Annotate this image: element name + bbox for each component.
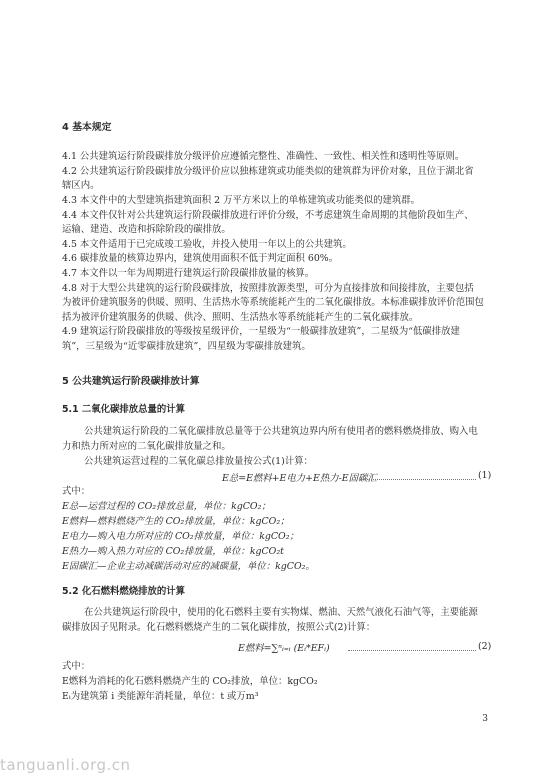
- clause-4-2-cont: 辖区内。: [62, 180, 100, 191]
- where-label-2: 式中：: [62, 661, 91, 672]
- para-5-2-line1: 在公共建筑运行阶段中，使用的化石燃料主要有实物煤、燃油、天然气液化石油气等，主要能源: [84, 607, 478, 618]
- clause-4-8-cont2: 括为被评价建筑服务的供暖、供冷、照明、生活热水等系统能耗产生的二氧化碳排放。: [62, 312, 419, 323]
- def-e-i: Eᵢ为建筑第 i 类能源年消耗量，单位：t 或万m³: [62, 691, 259, 702]
- watermark: tanguanli.org.cn: [0, 756, 131, 774]
- section-5-title: 5 公共建筑运行阶段碳排放计算: [62, 376, 200, 387]
- clause-4-9: 4.9 建筑运行阶段碳排放的等级按星级评价，一星级为“一般碳排放建筑”，二星级为“低碳排放建: [62, 326, 460, 337]
- clause-4-4: 4.4 本文件仅针对公共建筑运行阶段碳排放进行评价分级，不考虑建筑生命周期的其他阶段如生产、: [62, 210, 474, 221]
- subsection-5-1-title: 5.1 二氧化碳排放总量的计算: [62, 404, 185, 415]
- clause-4-8: 4.8 对于大型公共建筑的运行阶段碳排放，按照排放源类型，可分为直接排放和间接排放，主要包括: [62, 283, 474, 294]
- formula-1-number: (1): [478, 470, 492, 481]
- formula-2-leader: [348, 650, 476, 651]
- def-e-fuel: E燃料—燃料燃烧产生的 CO₂排放量，单位：kgCO₂；: [62, 516, 290, 527]
- def-e-fuel-2: E燃料为消耗的化石燃料燃烧产生的 CO₂排放，单位：kgCO₂: [62, 676, 318, 687]
- formula-2: E燃料=∑ⁿᵢ₌ᵢ (Eᵢ*EFᵢ): [238, 643, 330, 654]
- clause-4-6: 4.6 碳排放量的核算边界内，建筑使用面积不低于判定面积 60%。: [62, 253, 339, 264]
- formula-2-number: (2): [478, 641, 492, 652]
- clause-4-1: 4.1 公共建筑运行阶段碳排放分级评价应遵循完整性、准确性、一致性、相关性和透明性等原则。: [62, 151, 465, 162]
- clause-4-9-cont: 筑”，三星级为“近零碳排放建筑”，四星级为零碳排放建筑。: [62, 341, 311, 352]
- clause-4-5: 4.5 本文件适用于已完成竣工验收，并投入使用一年以上的公共建筑。: [62, 239, 352, 250]
- section-4-title: 4 基本规定: [62, 122, 112, 133]
- page-number: 3: [482, 714, 488, 724]
- formula-1: E总=E燃料+E电力+E热力-E固碳汇: [222, 473, 377, 484]
- where-label-1: 式中：: [62, 486, 91, 497]
- def-e-electricity: E电力—购入电力所对应的 CO₂排放量，单位：kgCO₂；: [62, 531, 299, 542]
- clause-4-2: 4.2 公共建筑运行阶段碳排放分级评价应以独栋建筑或功能类似的建筑群为评价对象，且位于湖北省: [62, 166, 474, 177]
- def-e-carbon-sink: E固碳汇—企业主动减碳活动对应的减碳量，单位：kgCO₂。: [62, 561, 315, 572]
- def-e-total: E总—运营过程的 CO₂排放总量，单位：kgCO₂；: [62, 501, 271, 512]
- formula-1-leader: [360, 479, 476, 480]
- para-5-1-line3: 公共建筑运营过程的二氧化碳总排放量按公式(1)计算：: [84, 456, 313, 467]
- clause-4-3: 4.3 本文件中的大型建筑指建筑面积 2 万平方米以上的单栋建筑或功能类似的建筑群。: [62, 195, 420, 206]
- clause-4-7: 4.7 本文件以一年为周期进行建筑运行阶段碳排放量的核算。: [62, 268, 315, 279]
- para-5-1-line1: 公共建筑运行阶段的二氧化碳排放总量等于公共建筑边界内所有使用者的燃料燃烧排放、购入电: [84, 426, 478, 437]
- clause-4-8-cont1: 为被评价建筑服务的供暖、照明、生活热水等系统能耗产生的二氧化碳排放。本标准碳排放评价范围包: [62, 297, 484, 308]
- clause-4-4-cont: 运输、建造、改造和拆除阶段的碳排放。: [62, 224, 231, 235]
- def-e-heat: E热力—购入热力对应的 CO₂排放量，单位：kgCO₂t: [62, 546, 284, 557]
- para-5-1-line2: 力和热力所对应的二氧化碳排放量之和。: [62, 441, 231, 452]
- subsection-5-2-title: 5.2 化石燃料燃烧排放的计算: [62, 586, 185, 597]
- para-5-2-line2: 碳排放因子见附录。化石燃料燃烧产生的二氧化碳排放，按照公式(2)计算：: [62, 622, 376, 633]
